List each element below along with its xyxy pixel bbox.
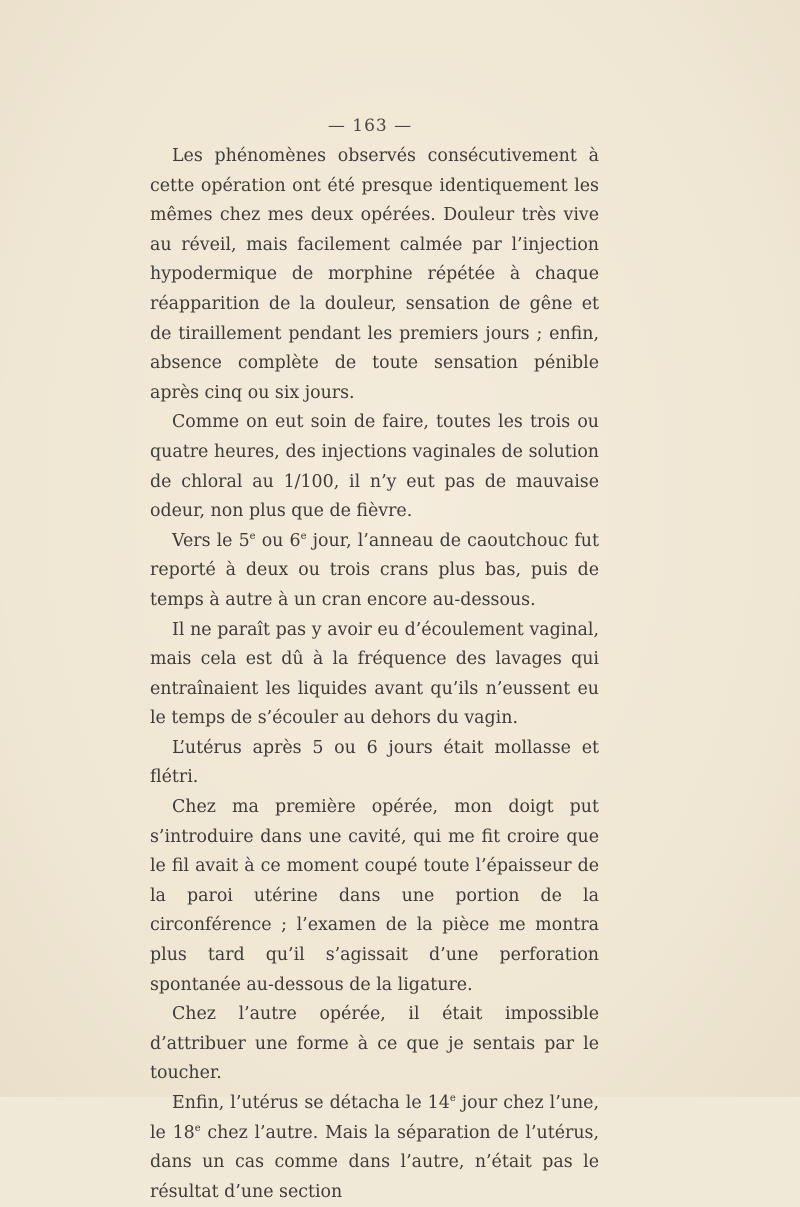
text-run: jour, l’anneau de caoutchouc fut reporté à deux ou trois crans plus bas, puis de temps à autre à un cran encore au-dessous. xyxy=(150,530,599,610)
text-run: Les phénomènes observés consécutivement à cette opération ont été presque identiquement les mêmes chez mes deux opérées. Douleur très vive au réveil, mais facilement calmée par l’injection hypodermique de morphine répétée à chaque réapparition de la douleur, sensation de gêne et de tiraillement pendant les premiers jours ; enfin, absence complète de toute sensation pénible après cinq ou six jours. xyxy=(150,146,599,403)
paragraph xyxy=(150,527,599,616)
text-run: Chez ma première opérée, mon doigt put s’introduire dans une cavité, qui me fit croire que le fil avait à ce moment coupé toute l’épaisseur de la paroi utérine dans une portion de la circonférence ; l’examen de la pièce me montra plus tard qu’il s’agissait d’une perforation spontanée au-dessous de la ligature. xyxy=(150,797,599,995)
text-run: jour chez l’une, le 18 xyxy=(150,1093,599,1143)
body-text xyxy=(150,142,599,1207)
paragraph xyxy=(150,1089,599,1207)
text-run: Vers le 5 xyxy=(172,530,250,551)
text-run: ou 6 xyxy=(255,530,301,551)
superscript-text: e xyxy=(300,530,307,542)
paragraph xyxy=(150,793,599,1000)
text-run: Chez l’autre opérée, il était impossible d’attribuer une forme à ce que je sentais par le toucher. xyxy=(150,1004,599,1084)
page-number: — 163 — xyxy=(327,116,413,136)
paragraph xyxy=(150,142,599,408)
text-run: Il ne paraît pas y avoir eu d’écoulement vaginal, mais cela est dû à la fréquence des lavages qui entraînaient les liquides avant qu’ils n’eussent eu le temps de s’écouler au dehors du vagin. xyxy=(150,619,599,729)
text-run: chez l’autre. Mais la séparation de l’utérus, dans un cas comme dans l’autre, n’était pas le résultat d’une section xyxy=(150,1122,599,1202)
paragraph xyxy=(150,1000,599,1089)
superscript-text: e xyxy=(449,1093,456,1105)
paragraph xyxy=(150,616,599,734)
paragraph xyxy=(150,408,599,526)
superscript-text: e xyxy=(194,1122,201,1134)
text-run: L’utérus après 5 ou 6 jours était mollasse et flétri. xyxy=(150,737,599,788)
text-run: Comme on eut soin de faire, toutes les trois ou quatre heures, des injections vaginales de solution de chloral au 1/100, il n’y eut pas de mauvaise odeur, non plus que de fièvre. xyxy=(150,412,599,522)
paragraph xyxy=(150,734,599,793)
text-run: Enfin, l’utérus se détacha le 14 xyxy=(172,1093,450,1113)
superscript-text: e xyxy=(249,530,256,542)
